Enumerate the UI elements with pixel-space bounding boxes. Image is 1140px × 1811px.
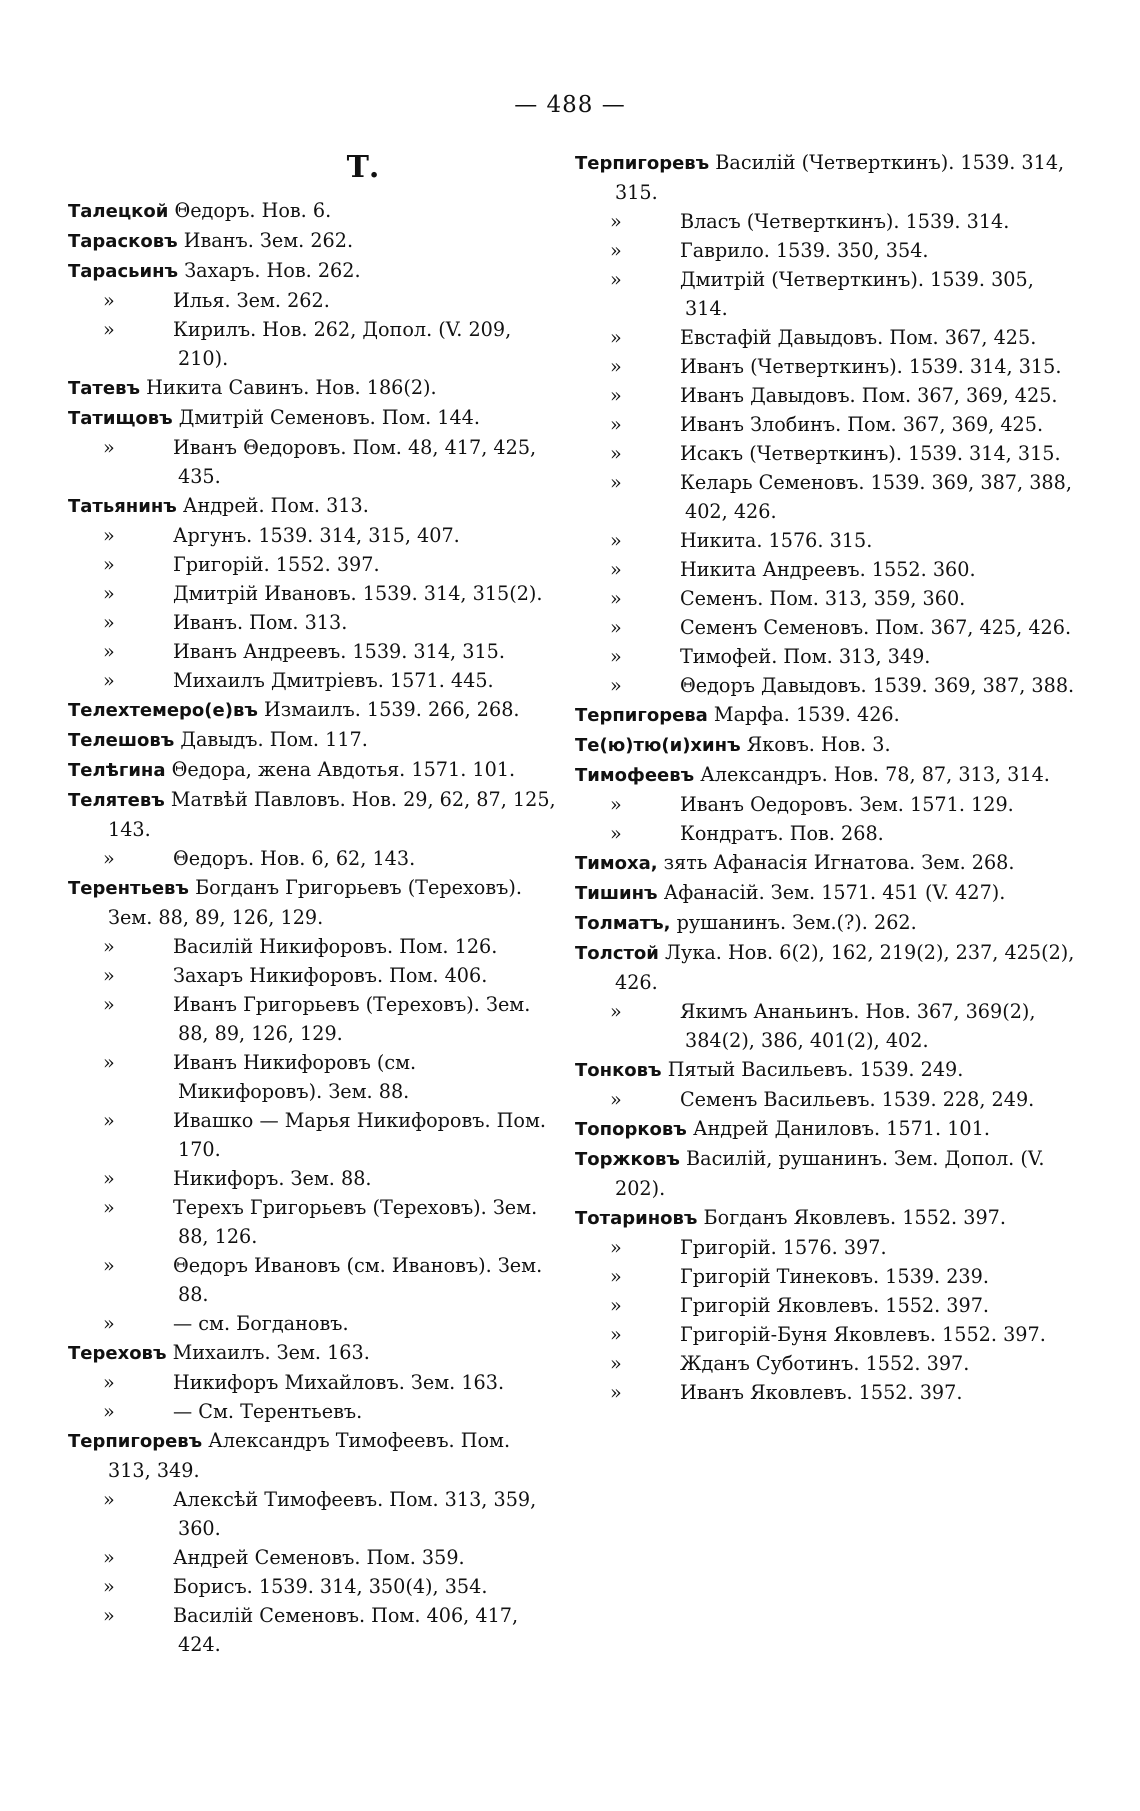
entry-surname: Тонковъ: [575, 1060, 662, 1081]
entry-surname: Тимофеевъ: [575, 765, 695, 786]
entry-text: Аргунъ. 1539. 314, 315, 407.: [173, 524, 460, 547]
index-entry: [68, 1164, 558, 1193]
ditto-mark: »: [610, 268, 622, 291]
index-entry: [68, 315, 558, 373]
ditto-mark: »: [610, 1381, 622, 1404]
index-entry: [68, 755, 558, 785]
index-entry: [68, 196, 558, 226]
index-entry: [575, 1233, 1075, 1262]
index-entry: [68, 725, 558, 755]
index-entry: [575, 526, 1075, 555]
ditto-mark: »: [103, 524, 115, 547]
entry-text: Терехъ Григорьевъ (Тереховъ). Зем. 88, 126.: [173, 1196, 538, 1248]
ditto-mark: »: [103, 1371, 115, 1394]
index-entry: [575, 819, 1075, 848]
entry-text: Измаилъ. 1539. 266, 268.: [257, 698, 520, 721]
entry-text: Андрей Семеновъ. Пом. 359.: [173, 1546, 465, 1569]
entry-text: Яковъ. Нов. 3.: [740, 733, 891, 756]
index-entry: [68, 403, 558, 433]
entry-surname: Телѣгина: [68, 760, 166, 781]
index-entry: [575, 908, 1075, 938]
ditto-mark: »: [103, 847, 115, 870]
ditto-mark: »: [103, 1312, 115, 1335]
index-entry: [68, 844, 558, 873]
index-entry: [68, 666, 558, 695]
entry-text: Никита Андреевъ. 1552. 360.: [680, 558, 976, 581]
entry-surname: Терентьевъ: [68, 878, 189, 899]
entry-text: Тимофей. Пом. 313, 349.: [680, 645, 931, 668]
entry-text: Семенъ Семеновъ. Пом. 367, 425, 426.: [680, 616, 1072, 639]
index-entry: [68, 1426, 558, 1485]
entry-surname: Тимоха,: [575, 853, 658, 874]
entry-text: Марфа. 1539. 426.: [707, 703, 900, 726]
ditto-mark: »: [103, 1109, 115, 1132]
entry-text: Захаръ Никифоровъ. Пом. 406.: [173, 964, 488, 987]
index-entry: [575, 1291, 1075, 1320]
ditto-mark: »: [610, 326, 622, 349]
entry-text: Афанасій. Зем. 1571. 451 (V. 427).: [657, 881, 1006, 904]
entry-surname: Татевъ: [68, 378, 140, 399]
index-entry: [68, 1572, 558, 1601]
entry-text: Григорій. 1576. 397.: [680, 1236, 887, 1259]
entry-text: Захаръ. Нов. 262.: [178, 259, 361, 282]
entry-text: Дмитрій Ивановъ. 1539. 314, 315(2).: [173, 582, 543, 605]
entry-text: Александръ Тимофеевъ. Пом. 313, 349.: [108, 1429, 511, 1482]
ditto-mark: »: [610, 442, 622, 465]
ditto-mark: »: [103, 1051, 115, 1074]
entry-text: Иванъ (Четверткинъ). 1539. 314, 315.: [680, 355, 1062, 378]
section-letter: Т.: [346, 150, 380, 185]
index-entry: [68, 1543, 558, 1572]
entry-surname: Топорковъ: [575, 1119, 687, 1140]
ditto-mark: »: [103, 436, 115, 459]
entry-text: Иванъ Яковлевъ. 1552. 397.: [680, 1381, 963, 1404]
entry-text: Иванъ Θедоровъ. Пом. 48, 417, 425, 435.: [173, 436, 537, 488]
index-entry: [68, 256, 558, 286]
index-entry: [575, 410, 1075, 439]
entry-text: Михаилъ. Зем. 163.: [166, 1341, 370, 1364]
ditto-mark: »: [103, 1254, 115, 1277]
entry-text: Матвѣй Павловъ. Нов. 29, 62, 87, 125, 143.: [108, 788, 556, 841]
entry-text: Григорій Яковлевъ. 1552. 397.: [680, 1294, 990, 1317]
ditto-mark: »: [103, 1167, 115, 1190]
ditto-mark: »: [610, 413, 622, 436]
ditto-mark: »: [610, 210, 622, 233]
ditto-mark: »: [610, 645, 622, 668]
entry-surname: Тереховъ: [68, 1343, 167, 1364]
ditto-mark: »: [610, 239, 622, 262]
index-entry: [68, 695, 558, 725]
index-entry: [575, 1203, 1075, 1233]
entry-text: Кирилъ. Нов. 262, Допол. (V. 209, 210).: [173, 318, 512, 370]
entry-text: Семенъ. Пом. 313, 359, 360.: [680, 587, 966, 610]
ditto-mark: »: [610, 471, 622, 494]
ditto-mark: »: [610, 793, 622, 816]
index-entry: [575, 671, 1075, 700]
entry-text: Михаилъ Дмитріевъ. 1571. 445.: [173, 669, 494, 692]
index-entry: [68, 1106, 558, 1164]
index-entry: [575, 352, 1075, 381]
entry-text: Ивашко — Марья Никифоровъ. Пом. 170.: [173, 1109, 546, 1161]
entry-surname: Телятевъ: [68, 790, 165, 811]
index-entry: [575, 730, 1075, 760]
index-entry: [68, 1601, 558, 1659]
index-entry: [68, 608, 558, 637]
entry-text: Василій Семеновъ. Пом. 406, 417, 424.: [173, 1604, 519, 1656]
ditto-mark: »: [103, 1604, 115, 1627]
entry-text: Григорій Тинековъ. 1539. 239.: [680, 1265, 989, 1288]
entry-text: Дмитрій (Четверткинъ). 1539. 305, 314.: [680, 268, 1034, 320]
entry-text: Никита. 1576. 315.: [680, 529, 873, 552]
ditto-mark: »: [610, 558, 622, 581]
entry-text: зять Афанасія Игнатова. Зем. 268.: [657, 851, 1015, 874]
entry-text: Θедоръ Давыдовъ. 1539. 369, 387, 388.: [680, 674, 1075, 697]
entry-text: Θедоръ. Нов. 6, 62, 143.: [173, 847, 416, 870]
entry-text: Давыдъ. Пом. 117.: [174, 728, 368, 751]
entry-surname: Татищовъ: [68, 408, 173, 429]
ditto-mark: »: [610, 674, 622, 697]
entry-text: Василій Никифоровъ. Пом. 126.: [173, 935, 498, 958]
page-number: — 488 —: [514, 92, 626, 118]
entry-surname: Телехтемеро(е)въ: [68, 700, 258, 721]
entry-text: Кондратъ. Пов. 268.: [680, 822, 884, 845]
index-entry: [68, 990, 558, 1048]
entry-text: Иванъ Давыдовъ. Пом. 367, 369, 425.: [680, 384, 1058, 407]
entry-text: Иванъ. Зем. 262.: [177, 229, 354, 252]
ditto-mark: »: [103, 582, 115, 605]
entry-text: Пятый Васильевъ. 1539. 249.: [661, 1058, 964, 1081]
index-entry: [575, 790, 1075, 819]
ditto-mark: »: [610, 1352, 622, 1375]
index-entry: [575, 1262, 1075, 1291]
index-entry: [575, 1055, 1075, 1085]
ditto-mark: »: [103, 993, 115, 1016]
right-entry-list: [575, 148, 1075, 1407]
entry-text: Григорій-Буня Яковлевъ. 1552. 397.: [680, 1323, 1046, 1346]
entry-text: Иванъ Злобинъ. Пом. 367, 369, 425.: [680, 413, 1044, 436]
entry-text: Семенъ Васильевъ. 1539. 228, 249.: [680, 1088, 1035, 1111]
entry-surname: Торжковъ: [575, 1149, 680, 1170]
entry-text: Θедора, жена Авдотья. 1571. 101.: [165, 758, 516, 781]
ditto-mark: »: [610, 1000, 622, 1023]
entry-surname: Терпигорева: [575, 705, 708, 726]
index-entry: [68, 550, 558, 579]
index-entry: [575, 642, 1075, 671]
entry-surname: Терпигоревъ: [575, 153, 710, 174]
entry-text: Никита Савинъ. Нов. 186(2).: [139, 376, 437, 399]
index-entry: [575, 381, 1075, 410]
index-entry: [68, 1485, 558, 1543]
index-entry: [68, 785, 558, 844]
entry-text: — см. Богдановъ.: [173, 1312, 349, 1335]
ditto-mark: »: [103, 1400, 115, 1423]
entry-text: Илья. Зем. 262.: [173, 289, 330, 312]
ditto-mark: »: [103, 1488, 115, 1511]
index-entry: [68, 1251, 558, 1309]
entry-text: Александръ. Нов. 78, 87, 313, 314.: [694, 763, 1050, 786]
entry-text: Григорій. 1552. 397.: [173, 553, 380, 576]
index-entry: [575, 236, 1075, 265]
index-entry: [575, 555, 1075, 584]
entry-surname: Те(ю)тю(и)хинъ: [575, 735, 741, 756]
ditto-mark: »: [103, 289, 115, 312]
index-entry: [68, 873, 558, 932]
index-entry: [575, 1320, 1075, 1349]
entry-text: Келарь Семеновъ. 1539. 369, 387, 388, 402, 426.: [680, 471, 1072, 523]
entry-text: Богданъ Григорьевъ (Тереховъ). Зем. 88, 89, 126, 129.: [108, 876, 522, 929]
index-entry: [575, 938, 1075, 997]
entry-text: Гаврило. 1539. 350, 354.: [680, 239, 929, 262]
index-entry: [68, 373, 558, 403]
index-entry: [68, 579, 558, 608]
left-column: [68, 140, 558, 1659]
entry-text: Якимъ Ананьинъ. Нов. 367, 369(2), 384(2), 386, 401(2), 402.: [680, 1000, 1036, 1052]
index-entry: [68, 1397, 558, 1426]
entry-text: — См. Терентьевъ.: [173, 1400, 363, 1423]
entry-text: Василій (Четверткинъ). 1539. 314, 315.: [615, 151, 1065, 204]
ditto-mark: »: [610, 1265, 622, 1288]
entry-surname: Тишинъ: [575, 883, 658, 904]
ditto-mark: »: [610, 1088, 622, 1111]
index-entry: [575, 265, 1075, 323]
ditto-mark: »: [103, 640, 115, 663]
entry-surname: Толматъ,: [575, 913, 671, 934]
entry-text: Иванъ Григорьевъ (Тереховъ). Зем. 88, 89, 126, 129.: [173, 993, 531, 1045]
right-column: [575, 148, 1075, 1407]
entry-text: Никифоръ. Зем. 88.: [173, 1167, 372, 1190]
entry-text: Иванъ. Пом. 313.: [173, 611, 348, 634]
index-entry: [575, 148, 1075, 207]
index-entry: [575, 323, 1075, 352]
entry-text: Лука. Нов. 6(2), 162, 219(2), 237, 425(2), 426.: [615, 941, 1075, 994]
index-entry: [68, 961, 558, 990]
entry-surname: Тотариновъ: [575, 1208, 698, 1229]
entry-text: Θедоръ. Нов. 6.: [168, 199, 332, 222]
index-entry: [575, 760, 1075, 790]
ditto-mark: »: [103, 611, 115, 634]
entry-text: Андрей Даниловъ. 1571. 101.: [686, 1117, 990, 1140]
ditto-mark: »: [610, 616, 622, 639]
entry-text: Андрей. Пом. 313.: [176, 494, 369, 517]
entry-text: Власъ (Четверткинъ). 1539. 314.: [680, 210, 1010, 233]
index-entry: [68, 1048, 558, 1106]
entry-surname: Тарасковъ: [68, 231, 178, 252]
ditto-mark: »: [610, 1236, 622, 1259]
index-entry: [68, 521, 558, 550]
index-entry: [575, 1114, 1075, 1144]
index-entry: [575, 848, 1075, 878]
index-entry: [68, 1338, 558, 1368]
index-entry: [575, 468, 1075, 526]
entry-text: Борисъ. 1539. 314, 350(4), 354.: [173, 1575, 488, 1598]
ditto-mark: »: [103, 318, 115, 341]
ditto-mark: »: [103, 553, 115, 576]
ditto-mark: »: [610, 529, 622, 552]
ditto-mark: »: [103, 669, 115, 692]
entry-text: Иванъ Никифоровъ (см. Микифоровъ). Зем. 88.: [173, 1051, 417, 1103]
index-entry: [575, 1085, 1075, 1114]
index-entry: [575, 1349, 1075, 1378]
ditto-mark: »: [103, 964, 115, 987]
entry-text: Жданъ Суботинъ. 1552. 397.: [680, 1352, 970, 1375]
index-entry: [68, 1193, 558, 1251]
ditto-mark: »: [103, 1546, 115, 1569]
index-entry: [575, 997, 1075, 1055]
entry-text: рушанинъ. Зем.(?). 262.: [670, 911, 917, 934]
index-entry: [68, 491, 558, 521]
entry-surname: Талецкой: [68, 201, 169, 222]
index-entry: [68, 932, 558, 961]
entry-text: Богданъ Яковлевъ. 1552. 397.: [697, 1206, 1006, 1229]
ditto-mark: »: [610, 822, 622, 845]
index-entry: [575, 700, 1075, 730]
ditto-mark: »: [610, 1323, 622, 1346]
ditto-mark: »: [610, 587, 622, 610]
entry-text: Дмитрій Семеновъ. Пом. 144.: [172, 406, 480, 429]
ditto-mark: »: [610, 384, 622, 407]
ditto-mark: »: [103, 935, 115, 958]
index-entry: [575, 1378, 1075, 1407]
ditto-mark: »: [103, 1196, 115, 1219]
index-entry: [68, 637, 558, 666]
entry-surname: Толстой: [575, 943, 659, 964]
ditto-mark: »: [610, 1294, 622, 1317]
entry-text: Иванъ Андреевъ. 1539. 314, 315.: [173, 640, 505, 663]
index-entry: [68, 286, 558, 315]
index-entry: [68, 1309, 558, 1338]
index-entry: [68, 1368, 558, 1397]
entry-text: Алексѣй Тимофеевъ. Пом. 313, 359, 360.: [173, 1488, 537, 1540]
entry-text: Θедоръ Ивановъ (см. Ивановъ). Зем. 88.: [173, 1254, 543, 1306]
index-entry: [575, 439, 1075, 468]
index-entry: [575, 584, 1075, 613]
ditto-mark: »: [610, 355, 622, 378]
entry-surname: Татьянинъ: [68, 496, 177, 517]
index-entry: [575, 1144, 1075, 1203]
entry-surname: Терпигоревъ: [68, 1431, 203, 1452]
entry-text: Исакъ (Четверткинъ). 1539. 314, 315.: [680, 442, 1061, 465]
entry-surname: Телешовъ: [68, 730, 175, 751]
entry-text: Никифоръ Михайловъ. Зем. 163.: [173, 1371, 505, 1394]
index-entry: [68, 226, 558, 256]
index-entry: [575, 613, 1075, 642]
entry-text: Иванъ Оедоровъ. Зем. 1571. 129.: [680, 793, 1014, 816]
index-entry: [575, 207, 1075, 236]
entry-surname: Тарасьинъ: [68, 261, 179, 282]
entry-text: Василій, рушанинъ. Зем. Допол. (V. 202).: [615, 1147, 1045, 1200]
entry-text: Евстафій Давыдовъ. Пом. 367, 425.: [680, 326, 1037, 349]
index-entry: [68, 433, 558, 491]
ditto-mark: »: [103, 1575, 115, 1598]
index-entry: [575, 878, 1075, 908]
left-entry-list: [68, 196, 558, 1659]
